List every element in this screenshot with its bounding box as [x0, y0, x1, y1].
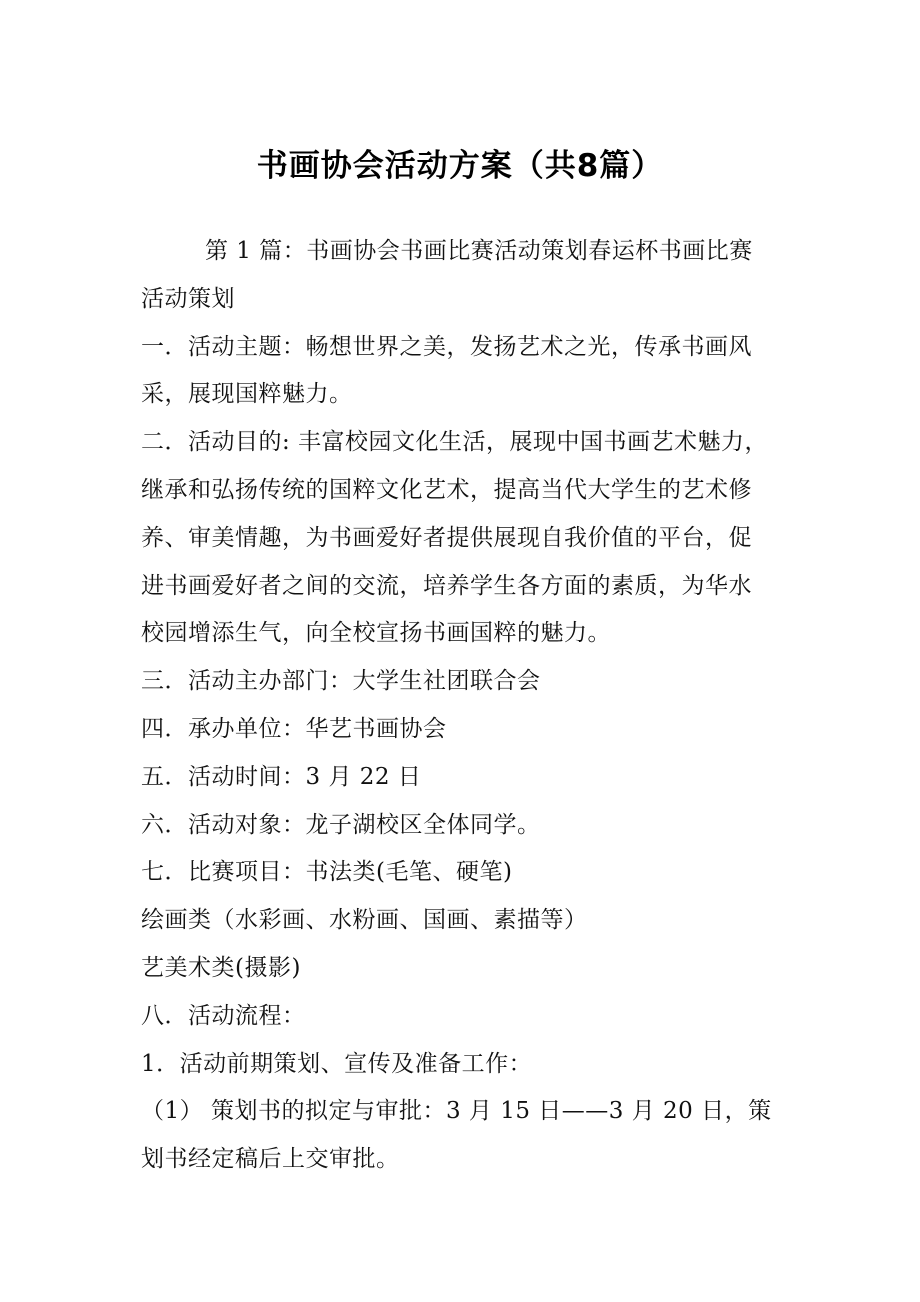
paragraph-line: 继承和弘扬传统的国粹文化艺术，提高当代大学生的艺术修 [141, 476, 752, 503]
paragraph-line: 绘画类（水彩画、水粉画、国画、素描等） [141, 907, 588, 934]
paragraph-line: 七．比赛项目：书法类(毛笔、硬笔) [141, 859, 513, 886]
paragraph-line: 养、审美情趣，为书画爱好者提供展现自我价值的平台，促 [141, 524, 752, 551]
document-title: 书画协会活动方案（共8篇） [256, 148, 664, 184]
paragraph-line: 五．活动时间：3 月 22 日 [141, 763, 422, 790]
paragraph-line: 六．活动对象：龙子湖校区全体同学。 [141, 811, 541, 838]
paragraph-line: 八．活动流程： [141, 1002, 306, 1029]
paragraph-line: 进书画爱好者之间的交流，培养学生各方面的素质，为华水 [141, 572, 752, 599]
paragraph-line: 校园增添生气，向全校宣扬书画国粹的魅力。 [141, 620, 611, 647]
paragraph-line: 1．活动前期策划、宣传及准备工作： [141, 1050, 533, 1077]
paragraph-line: 划书经定稿后上交审批。 [141, 1146, 400, 1173]
document-body [141, 228, 781, 1184]
paragraph-line: 三．活动主办部门：大学生社团联合会 [141, 668, 541, 695]
paragraph-line: 第 1 篇：书画协会书画比赛活动策划春运杯书画比赛 [205, 238, 753, 264]
paragraph-line: （1） 策划书的拟定与审批：3 月 15 日——3 月 20 日，策 [141, 1098, 772, 1125]
paragraph-line: 一．活动主题：畅想世界之美，发扬艺术之光，传承书画风 [141, 333, 752, 360]
paragraph-line: 采，展现国粹魅力。 [141, 381, 353, 408]
paragraph-line: 二．活动目的: 丰富校园文化生活，展现中国书画艺术魅力， [141, 429, 769, 456]
paragraph-line: 四．承办单位：华艺书画协会 [141, 715, 447, 742]
paragraph-line: 艺美术类(摄影) [141, 954, 301, 981]
paragraph-line: 活动策划 [141, 285, 235, 312]
